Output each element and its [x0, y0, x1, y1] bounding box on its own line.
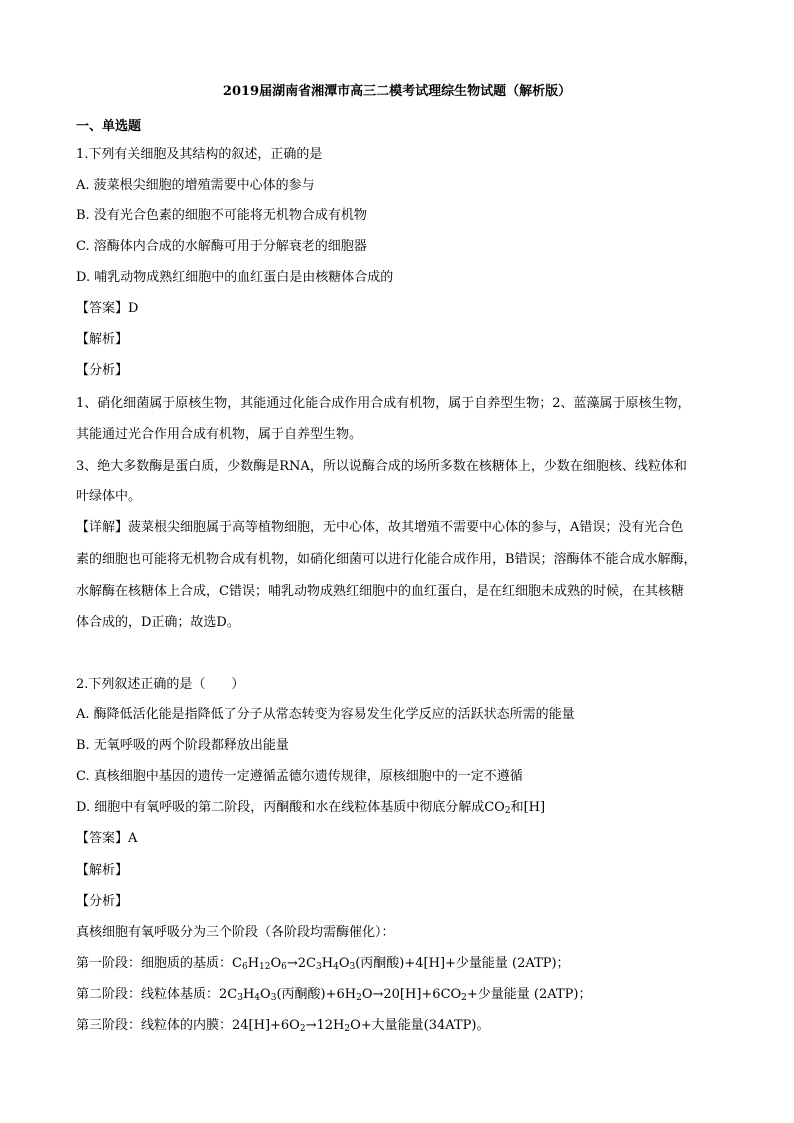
- question-1-detail-line: 素的细胞也可能将无机物合成有机物，如硝化细菌可以进行化能合成作用，B错误；溶酶体不能合成水解酶，: [76, 552, 697, 567]
- question-2-option-b: B. 无氧呼吸的两个阶段都释放出能量: [76, 738, 289, 753]
- question-1-detail-line: 体合成的，D正确；故选D。: [76, 615, 240, 630]
- question-1-option-d: D. 哺乳动物成熟红细胞中的血红蛋白是由核糖体合成的: [76, 270, 394, 285]
- question-2-stem: 2.下列叙述正确的是（ ）: [76, 677, 245, 692]
- page-title: 2019届湖南省湘潭市高三二模考试理综生物试题（解析版）: [222, 84, 572, 99]
- question-2-answer: 【答案】A: [76, 831, 138, 846]
- question-2-analysis-label: 【解析】: [76, 863, 129, 878]
- question-1-answer: 【答案】D: [76, 301, 139, 316]
- question-1-option-b: B. 没有光合色素的细胞不可能将无机物合成有机物: [76, 208, 367, 223]
- question-1-fenxi-line: 叶绿体中。: [76, 489, 142, 504]
- question-1-fenxi-line: 3、绝大多数酶是蛋白质，少数酶是RNA，所以说酶合成的场所多数在核糖体上，少数在细胞核、线粒体和: [76, 459, 687, 474]
- question-1-stem: 1.下列有关细胞及其结构的叙述，正确的是: [76, 147, 323, 162]
- question-2-fenxi-label: 【分析】: [76, 894, 129, 909]
- question-1-option-a: A. 菠菜根尖细胞的增殖需要中心体的参与: [76, 178, 315, 193]
- respiration-stage-1: 第一阶段：细胞质的基质：$C_6H_{12}O_6\to 2C_3H_4O_3$(丙酮酸)+4[H]+少量能量 (2ATP)；: [76, 956, 570, 972]
- question-1-detail-line: 【详解】菠菜根尖细胞属于高等植物细胞，无中心体，故其增殖不需要中心体的参与，A错误；没有光合色: [76, 520, 684, 535]
- question-1-option-c: C. 溶酶体内合成的水解酶可用于分解衰老的细胞器: [76, 239, 367, 254]
- section-heading: 一、单选题: [76, 119, 142, 134]
- question-2-option-a: A. 酶降低活化能是指降低了分子从常态转变为容易发生化学反应的活跃状态所需的能量: [76, 707, 575, 722]
- question-2-intro: 真核细胞有氧呼吸分为三个阶段（各阶段均需酶催化）：: [76, 925, 395, 940]
- question-1-fenxi-line: 1、硝化细菌属于原核生物，其能通过化能合成作用合成有机物，属于自养型生物；2、蓝藻属于原核生物，: [76, 396, 691, 411]
- respiration-stage-2: 第二阶段：线粒体基质：$2C_3H_4O_3$(丙酮酸)$+6H_2O\to 20[H]+6CO_2+$少量能量 (2ATP)；: [76, 987, 592, 1003]
- question-1-fenxi-label: 【分析】: [76, 363, 129, 378]
- question-1-analysis-label: 【解析】: [76, 332, 129, 347]
- respiration-stage-3: 第三阶段：线粒体的内膜：$24[H]+6O_2\to 12H_2O+$大量能量(34ATP)。: [76, 1018, 490, 1034]
- question-1-fenxi-line: 其能通过光合作用合成有机物，属于自养型生物。: [76, 427, 363, 442]
- question-1-detail-line: 水解酶在核糖体上合成，C错误；哺乳动物成熟红细胞中的血红蛋白，是在红细胞未成熟的时候，在其核糖: [76, 584, 684, 599]
- question-2-option-d: D. 细胞中有氧呼吸的第二阶段，丙酮酸和水在线粒体基质中彻底分解成$CO_2$和[H]: [76, 800, 546, 816]
- question-2-option-c: C. 真核细胞中基因的遗传一定遵循孟德尔遗传规律，原核细胞中的一定不遵循: [76, 769, 523, 784]
